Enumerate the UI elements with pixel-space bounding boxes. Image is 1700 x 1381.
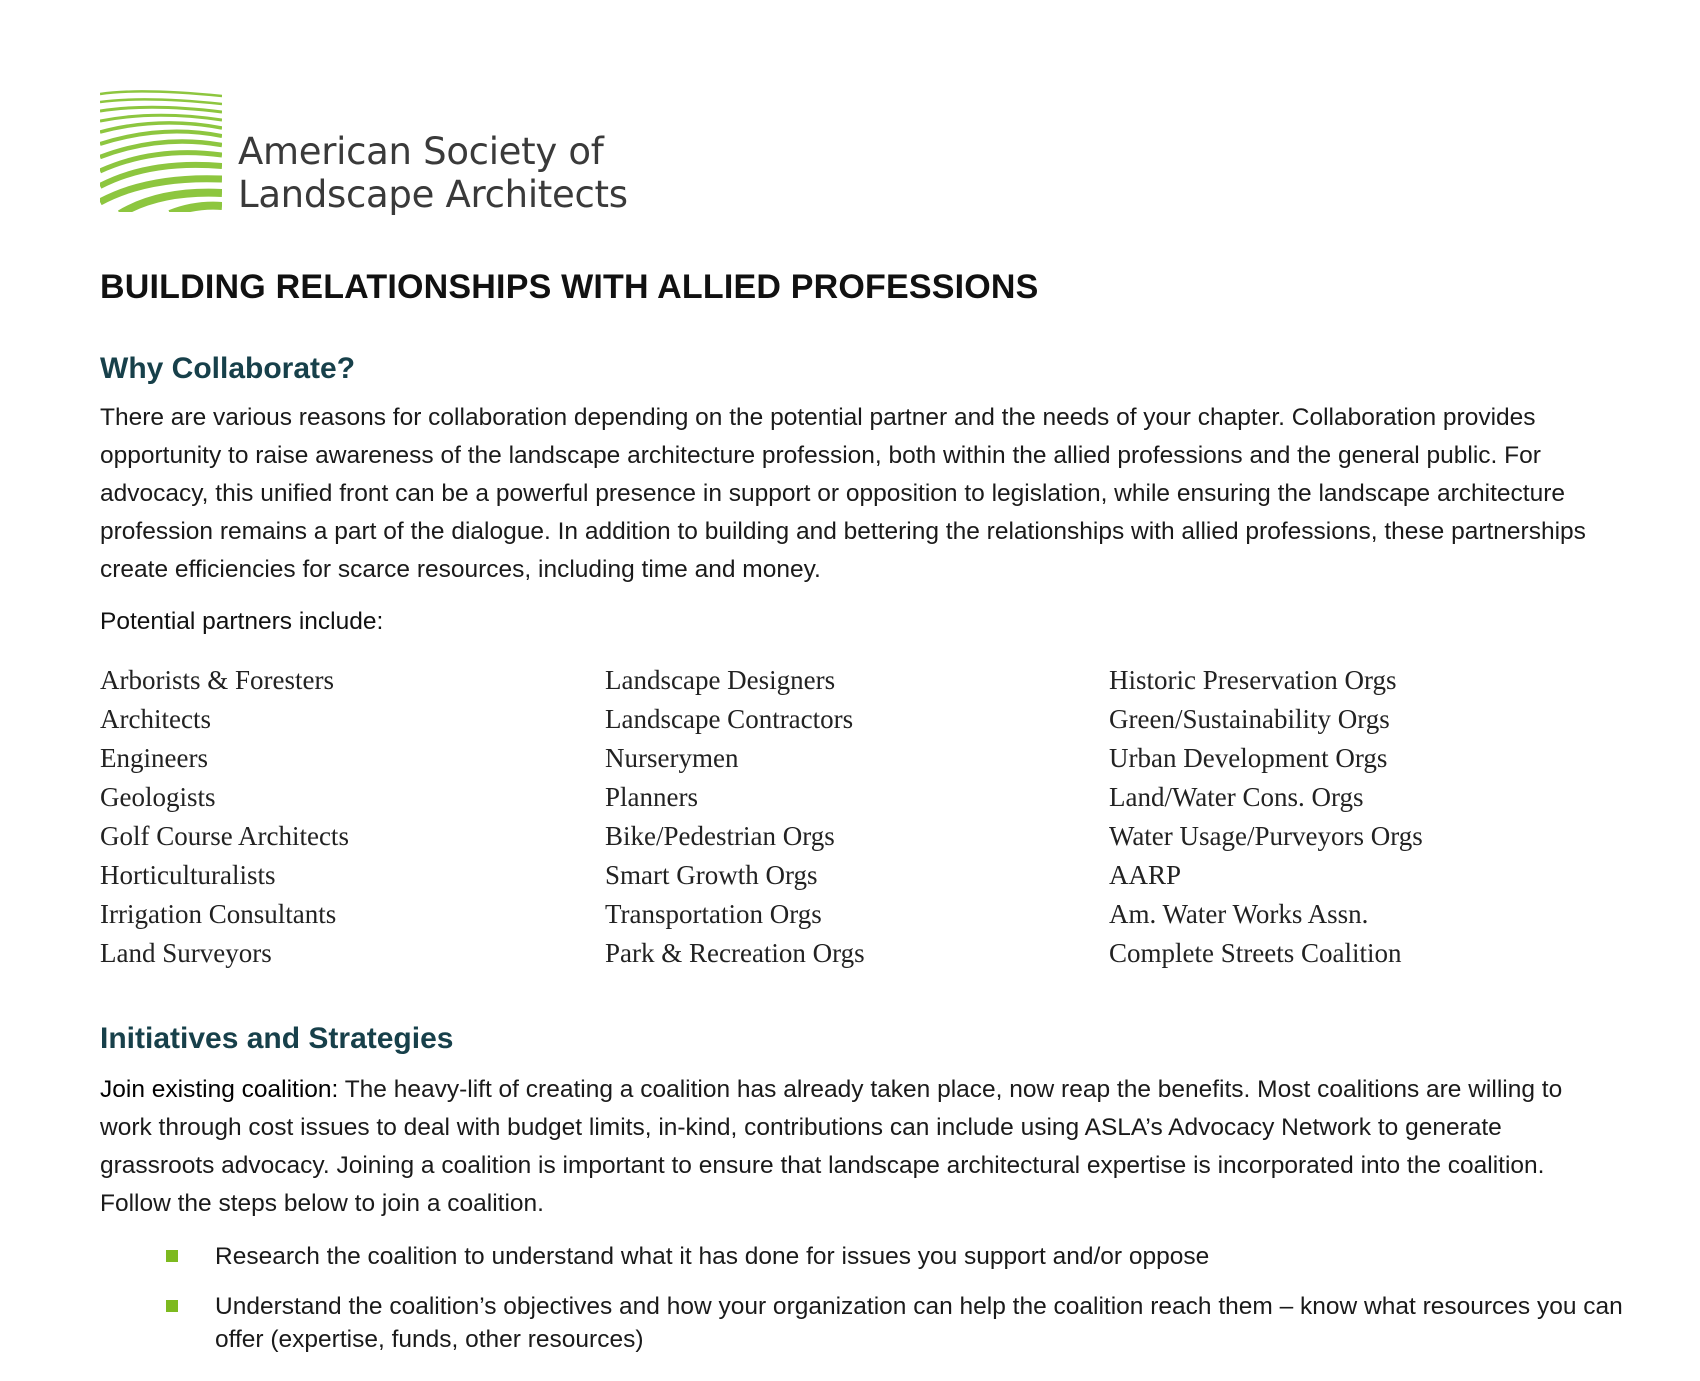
partners-column-3	[1109, 661, 1423, 973]
partners-label: Potential partners include:	[100, 608, 384, 635]
list-item: Smart Growth Orgs	[605, 860, 818, 890]
list-item: Complete Streets Coalition	[1109, 938, 1402, 968]
list-item	[100, 1240, 1640, 1273]
list-item: Historic Preservation Orgs	[1109, 665, 1397, 695]
list-item: Architects	[100, 704, 211, 734]
list-item: Green/Sustainability Orgs	[1109, 704, 1390, 734]
asla-logo	[100, 90, 628, 220]
list-item: AARP	[1109, 860, 1182, 890]
list-item: Arborists & Foresters	[100, 665, 334, 695]
logo-wordmark	[238, 130, 628, 216]
section-heading-initiatives: Initiatives and Strategies	[100, 1022, 454, 1055]
section-heading-why-collaborate: Why Collaborate?	[100, 352, 356, 385]
list-item: Nurserymen	[605, 743, 739, 773]
coalition-steps-list	[100, 1240, 1640, 1373]
bullet-square-icon	[166, 1250, 178, 1262]
list-item: Landscape Designers	[605, 665, 836, 695]
list-item: Horticulturalists	[100, 860, 276, 890]
list-item: Park & Recreation Orgs	[605, 938, 865, 968]
list-item: Land/Water Cons. Orgs	[1109, 782, 1364, 812]
join-coalition-body: The heavy-lift of creating a coalition has already taken place, now reap the benefits. Most coalitions are willing to work through cost issues to deal with budget limits, in-kind, contributions can include using ASLA’s Advocacy Network to generate grassroots advocacy. Joining a coalition is important to ensure that landscape architectural expertise is incorporated into the coalition. Follow the steps below to join a coalition.	[100, 1076, 1563, 1217]
list-item: Landscape Contractors	[605, 704, 854, 734]
logo-line-2: Landscape Architects	[238, 173, 628, 216]
list-item: Water Usage/Purveyors Orgs	[1109, 821, 1423, 851]
list-item	[100, 1290, 1640, 1356]
list-item: Geologists	[100, 782, 216, 812]
list-item-text: Understand the coalition’s objectives and how your organization can help the coalition reach them – know what resources you can offer (expertise, funds, other resources)	[215, 1293, 1623, 1353]
list-item: Urban Development Orgs	[1109, 743, 1388, 773]
partners-column-1	[100, 661, 349, 973]
landscape-stripes-icon	[100, 90, 224, 214]
list-item: Transportation Orgs	[605, 899, 822, 929]
partners-column-2	[605, 661, 865, 973]
list-item: Am. Water Works Assn.	[1109, 899, 1369, 929]
list-item: Irrigation Consultants	[100, 899, 337, 929]
list-item: Golf Course Architects	[100, 821, 349, 851]
join-coalition-paragraph	[100, 1071, 1615, 1223]
join-coalition-lead: Join existing coalition:	[100, 1076, 339, 1103]
list-item: Engineers	[100, 743, 208, 773]
logo-line-1: American Society of	[238, 130, 604, 173]
list-item-text: Research the coalition to understand what it has done for issues you support and/or oppose	[215, 1243, 1210, 1270]
list-item: Land Surveyors	[100, 938, 272, 968]
document-title: BUILDING RELATIONSHIPS WITH ALLIED PROFESSIONS	[100, 268, 1039, 306]
list-item: Bike/Pedestrian Orgs	[605, 821, 835, 851]
bullet-square-icon	[166, 1300, 178, 1312]
why-collaborate-paragraph: There are various reasons for collaboration depending on the potential partner and the needs of your chapter. Collaboration provides opportunity to raise awareness of the landscape architecture profession, both within the allied professions and the general public. For advocacy, this unified front can be a powerful presence in support or opposition to legislation, while ensuring the landscape architecture profession remains a part of the dialogue. In addition to building and bettering the relationships with allied professions, these partnerships create efficiencies for scarce resources, including time and money.	[100, 404, 1586, 583]
list-item: Planners	[605, 782, 698, 812]
